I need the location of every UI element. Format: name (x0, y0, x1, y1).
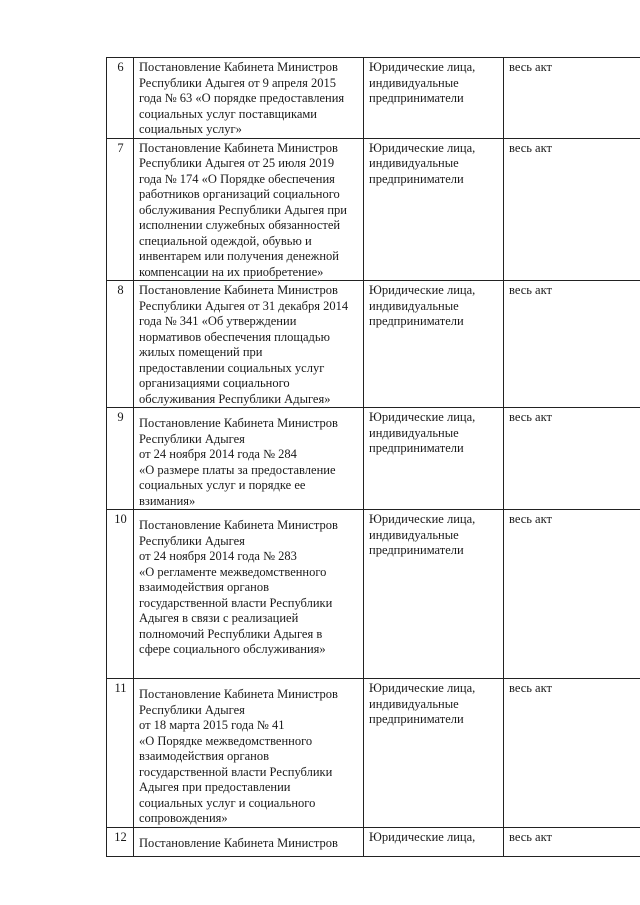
table-row (107, 58, 640, 139)
row-number: 7 (107, 138, 134, 281)
table-row (107, 408, 640, 510)
row-number: 9 (107, 408, 134, 510)
act-scope: весь акт (504, 58, 640, 139)
act-scope: весь акт (504, 827, 640, 856)
act-scope: весь акт (504, 510, 640, 679)
act-subjects: Юридические лица, индивидуальные предприниматели (364, 58, 504, 139)
act-subjects: Юридические лица, индивидуальные предприниматели (364, 510, 504, 679)
act-title: Постановление Кабинета Министров Республики Адыгея от 31 декабря 2014 года № 341 «Об утверждении нормативов обеспечения площадью жилых помещений при предоставлении социальных услуг организациями социального обслуживания Республики Адыгея» (134, 281, 364, 408)
act-subjects: Юридические лица, индивидуальные предприниматели (364, 281, 504, 408)
acts-table (106, 57, 640, 857)
act-scope: весь акт (504, 281, 640, 408)
act-title: Постановление Кабинета Министров Республики Адыгея от 24 ноября 2014 года № 284 «О размере платы за предоставление социальных услуг и порядке ее взимания» (134, 408, 364, 510)
row-number: 12 (107, 827, 134, 856)
table-row (107, 827, 640, 856)
act-scope: весь акт (504, 138, 640, 281)
act-subjects: Юридические лица, (364, 827, 504, 856)
table-row (107, 281, 640, 408)
table-row (107, 679, 640, 828)
table-row (107, 510, 640, 679)
table-row (107, 138, 640, 281)
row-number: 8 (107, 281, 134, 408)
act-title: Постановление Кабинета Министров (134, 827, 364, 856)
act-subjects: Юридические лица, индивидуальные предприниматели (364, 408, 504, 510)
act-title: Постановление Кабинета Министров Республики Адыгея от 9 апреля 2015 года № 63 «О порядке предоставления социальных услуг поставщиками социальных услуг» (134, 58, 364, 139)
act-scope: весь акт (504, 679, 640, 828)
row-number: 10 (107, 510, 134, 679)
act-title: Постановление Кабинета Министров Республики Адыгея от 18 марта 2015 года № 41 «О Порядке межведомственного взаимодействия органов государственной власти Республики Адыгея при предоставлении социальных услуг и социального сопровождения» (134, 679, 364, 828)
act-subjects: Юридические лица, индивидуальные предприниматели (364, 679, 504, 828)
act-title: Постановление Кабинета Министров Республики Адыгея от 25 июля 2019 года № 174 «О Порядке обеспечения работников организаций социального обслуживания Республики Адыгея при исполнении служебных обязанностей специальной одеждой, обувью и инвентарем или получения денежной компенсации на их приобретение» (134, 138, 364, 281)
row-number: 6 (107, 58, 134, 139)
act-scope: весь акт (504, 408, 640, 510)
row-number: 11 (107, 679, 134, 828)
act-title: Постановление Кабинета Министров Республики Адыгея от 24 ноября 2014 года № 283 «О регламенте межведомственного взаимодействия органов государственной власти Республики Адыгея в связи с реализацией полномочий Республики Адыгея в сфере социального обслуживания» (134, 510, 364, 679)
act-subjects: Юридические лица, индивидуальные предприниматели (364, 138, 504, 281)
